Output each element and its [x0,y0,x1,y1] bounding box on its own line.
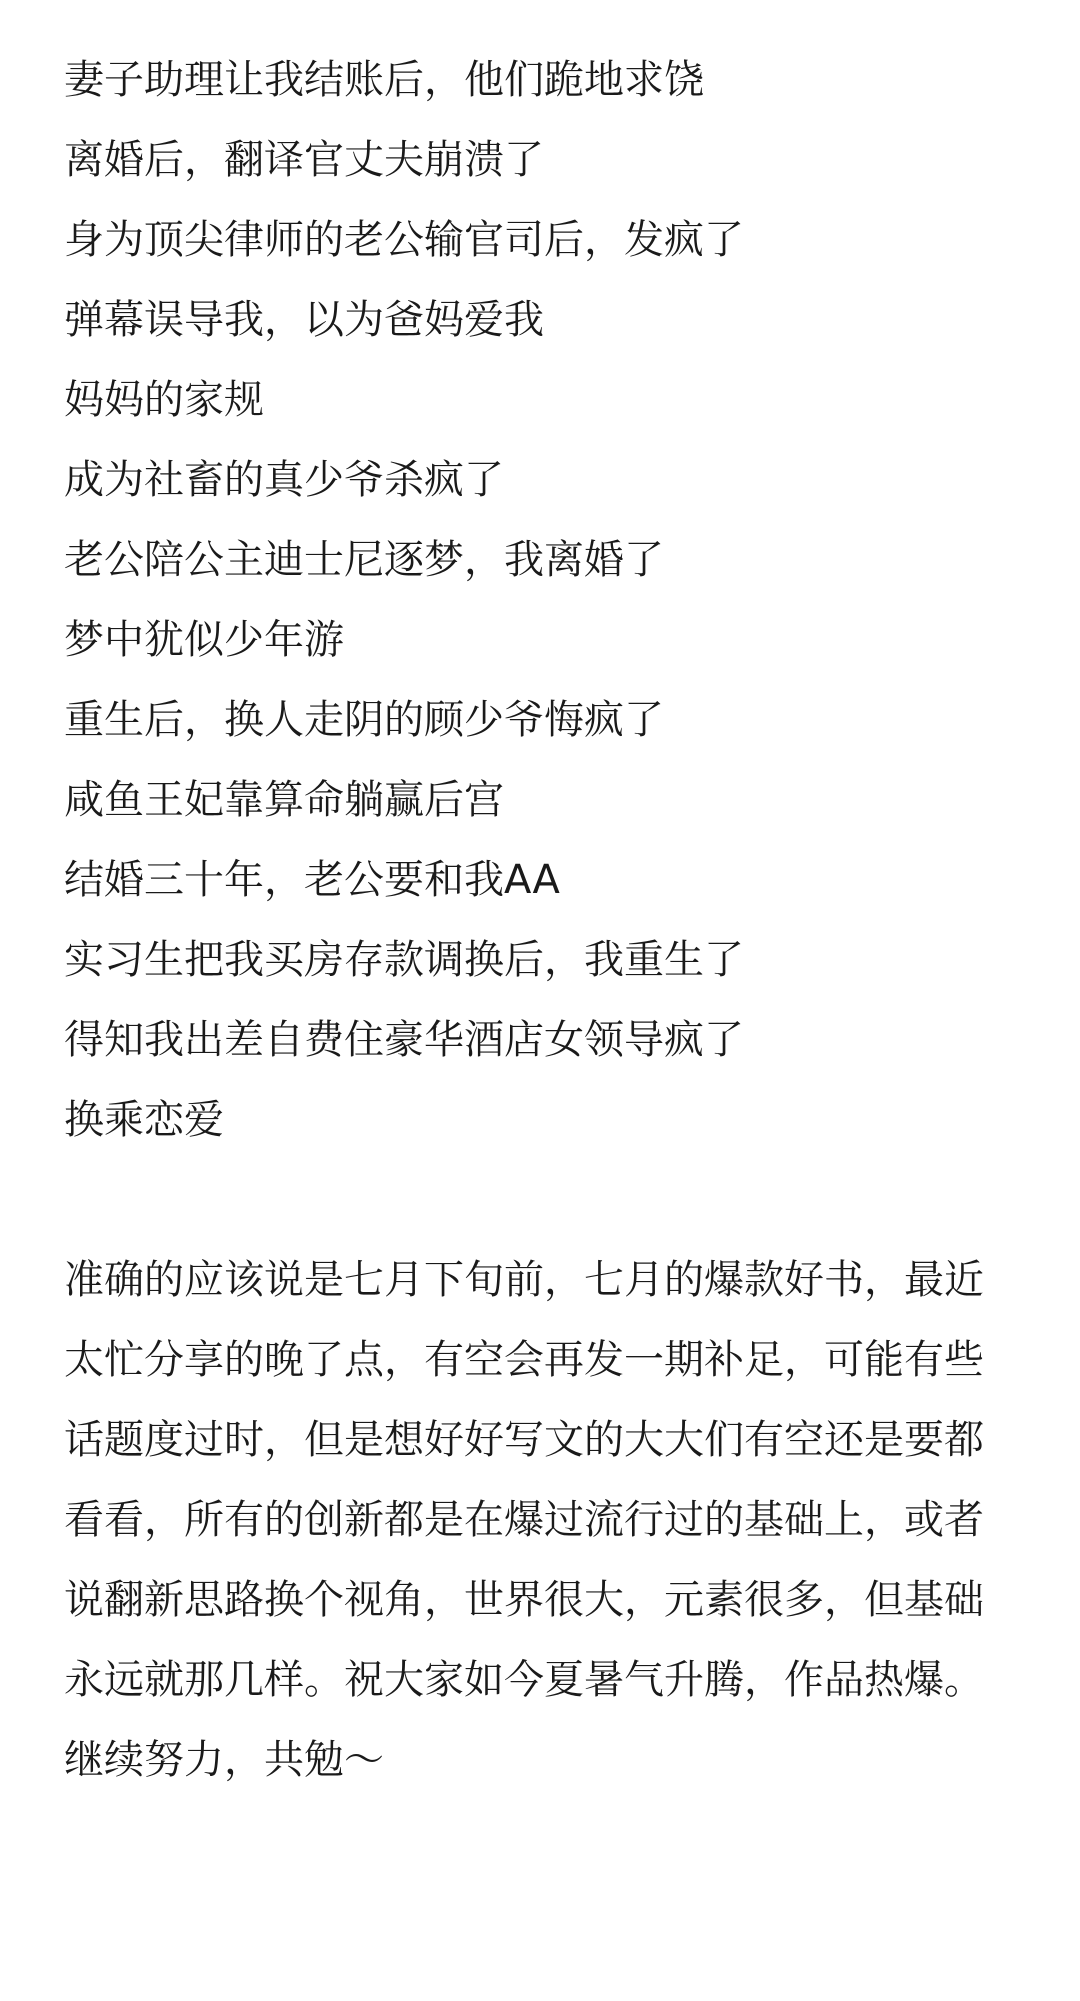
book-title-list [64,40,1014,1160]
book-title: 得知我出差自费住豪华酒店女领导疯了 [64,1017,744,1063]
book-title: 妈妈的家规 [64,377,264,423]
book-title: 换乘恋爱 [64,1097,224,1143]
section-spacer [64,1160,1014,1240]
article-body [64,40,1014,1800]
book-title: 离婚后，翻译官丈夫崩溃了 [64,137,544,183]
book-title: 身为顶尖律师的老公输官司后，发疯了 [64,217,744,263]
book-title: 实习生把我买房存款调换后，我重生了 [64,937,744,983]
book-title: 弹幕误导我，以为爸妈爱我 [64,297,544,343]
book-title: 梦中犹似少年游 [64,617,344,663]
book-title: 妻子助理让我结账后，他们跪地求饶 [64,57,704,103]
book-title: 重生后，换人走阴的顾少爷悔疯了 [64,697,664,743]
book-title: 咸鱼王妃靠算命躺赢后宫 [64,777,504,823]
book-title: 老公陪公主迪士尼逐梦，我离婚了 [64,537,664,583]
closing-line: 继续努力，共勉～ [64,1737,384,1783]
book-title: 成为社畜的真少爷杀疯了 [64,457,504,503]
commentary-paragraph: 准确的应该说是七月下旬前，七月的爆款好书，最近太忙分享的晚了点，有空会再发一期补足，可能有些话题度过时，但是想好好写文的大大们有空还是要都看看，所有的创新都是在爆过流行过的基础上，或者说翻新思路换个视角，世界很大，元素很多，但基础永远就那几样。祝大家如今夏暑气升腾，作品热爆。 [64,1257,984,1703]
book-title: 结婚三十年，老公要和我AA [64,857,560,903]
